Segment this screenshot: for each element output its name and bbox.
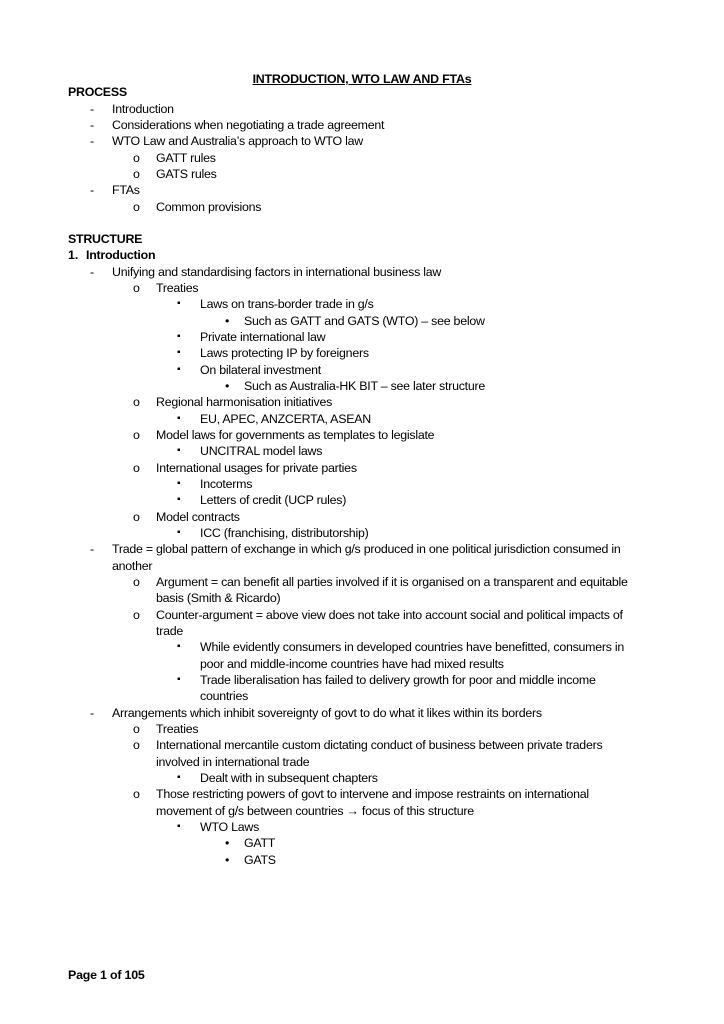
outline-text: Those restricting powers of govt to intervene and impose restraints on international	[156, 787, 589, 801]
list-marker: ▪	[177, 347, 181, 358]
outline-text: UNCITRAL model laws	[200, 444, 323, 458]
outline-text: Treaties	[156, 281, 199, 295]
list-marker: o	[133, 428, 140, 442]
outline-text: countries	[200, 689, 249, 703]
outline-text: Treaties	[156, 722, 199, 736]
list-marker: •	[225, 314, 230, 328]
outline-text: Considerations when negotiating a trade agreement	[112, 118, 385, 132]
list-marker: -	[90, 134, 95, 148]
outline-text: Letters of credit (UCP rules)	[200, 493, 347, 507]
list-marker: ▪	[177, 413, 181, 424]
outline-text: movement of g/s between countries → focus of this structure	[156, 804, 474, 818]
list-marker: 1.	[68, 248, 79, 262]
outline-text: GATS rules	[156, 167, 217, 181]
outline-text: Common provisions	[156, 200, 262, 214]
outline-text: International mercantile custom dictating conduct of business between private traders	[156, 738, 603, 752]
list-marker: ▪	[177, 494, 181, 505]
list-marker: ▪	[177, 478, 181, 489]
outline-text: poor and middle-income countries have had mixed results	[200, 657, 504, 671]
list-marker: o	[133, 738, 140, 752]
outline-text: involved in international trade	[156, 755, 310, 769]
outline-text: Introduction	[86, 248, 156, 262]
outline-text: GATT	[244, 836, 276, 850]
list-marker: o	[133, 281, 140, 295]
outline-text: FTAs	[112, 183, 140, 197]
outline-text: ICC (franchising, distributorship)	[200, 526, 369, 540]
outline-text: WTO Laws	[200, 820, 260, 834]
list-marker: -	[90, 265, 95, 279]
list-marker: -	[90, 542, 95, 556]
list-marker: ▪	[177, 364, 181, 375]
outline-text: basis (Smith & Ricardo)	[156, 591, 281, 605]
outline-text: EU, APEC, ANZCERTA, ASEAN	[200, 412, 371, 426]
outline-text: Laws on trans-border trade in g/s	[200, 297, 374, 311]
outline-text: another	[112, 559, 153, 573]
outline-text: Regional harmonisation initiatives	[156, 395, 333, 409]
list-marker: -	[90, 706, 95, 720]
outline-text: Introduction	[112, 102, 174, 116]
list-marker: o	[133, 200, 140, 214]
list-marker: o	[133, 787, 140, 801]
list-marker: •	[225, 853, 230, 867]
outline-text: Laws protecting IP by foreigners	[200, 346, 369, 360]
list-marker: ▪	[177, 445, 181, 456]
list-marker: ▪	[177, 821, 181, 832]
page-number: Page 1 of 105	[68, 968, 145, 982]
outline-text: Such as Australia-HK BIT – see later structure	[244, 379, 486, 393]
list-marker: o	[133, 461, 140, 475]
outline-text: GATS	[244, 853, 276, 867]
outline-text: Arrangements which inhibit sovereignty of govt to do what it likes within its borders	[112, 706, 542, 720]
list-marker: ▪	[177, 298, 181, 309]
list-marker: •	[225, 836, 230, 850]
outline-text: Incoterms	[200, 477, 253, 491]
list-marker: o	[133, 575, 140, 589]
outline-text: While evidently consumers in developed countries have benefitted, consumers in	[200, 640, 625, 654]
list-marker: -	[90, 183, 95, 197]
outline-text: WTO Law and Australia’s approach to WTO law	[112, 134, 363, 148]
outline-text: Unifying and standardising factors in international business law	[112, 265, 442, 279]
outline-text: trade	[156, 624, 183, 638]
outline-text: Model laws for governments as templates to legislate	[156, 428, 435, 442]
list-marker: -	[90, 102, 95, 116]
outline-text: Model contracts	[156, 510, 240, 524]
list-marker: o	[133, 395, 140, 409]
outline-text: Argument = can benefit all parties involved if it is organised on a transparent and equitable	[156, 575, 628, 589]
outline-text: Counter-argument = above view does not take into account social and political impacts of	[156, 608, 623, 622]
list-marker: -	[90, 118, 95, 132]
list-marker: o	[133, 167, 140, 181]
outline-text: Dealt with in subsequent chapters	[200, 771, 378, 785]
outline-text: GATT rules	[156, 151, 216, 165]
document-title: INTRODUCTION, WTO LAW AND FTAs	[252, 72, 472, 86]
list-marker: o	[133, 608, 140, 622]
list-marker: ▪	[177, 527, 181, 538]
outline-text: Trade liberalisation has failed to delivery growth for poor and middle income	[200, 673, 596, 687]
list-marker: o	[133, 722, 140, 736]
outline-text: On bilateral investment	[200, 363, 321, 377]
list-marker: ▪	[177, 331, 181, 342]
list-marker: •	[225, 379, 230, 393]
outline-text: Private international law	[200, 330, 326, 344]
list-marker: ▪	[177, 772, 181, 783]
outline-text: International usages for private parties	[156, 461, 357, 475]
outline-text: PROCESS	[68, 85, 127, 99]
outline-text: Trade = global pattern of exchange in which g/s produced in one political jurisdiction consumed in	[112, 542, 621, 556]
list-marker: ▪	[177, 674, 181, 685]
outline-text: STRUCTURE	[68, 232, 143, 246]
list-marker: ▪	[177, 641, 181, 652]
list-marker: o	[133, 151, 140, 165]
outline-text: Such as GATT and GATS (WTO) – see below	[244, 314, 485, 328]
list-marker: o	[133, 510, 140, 524]
